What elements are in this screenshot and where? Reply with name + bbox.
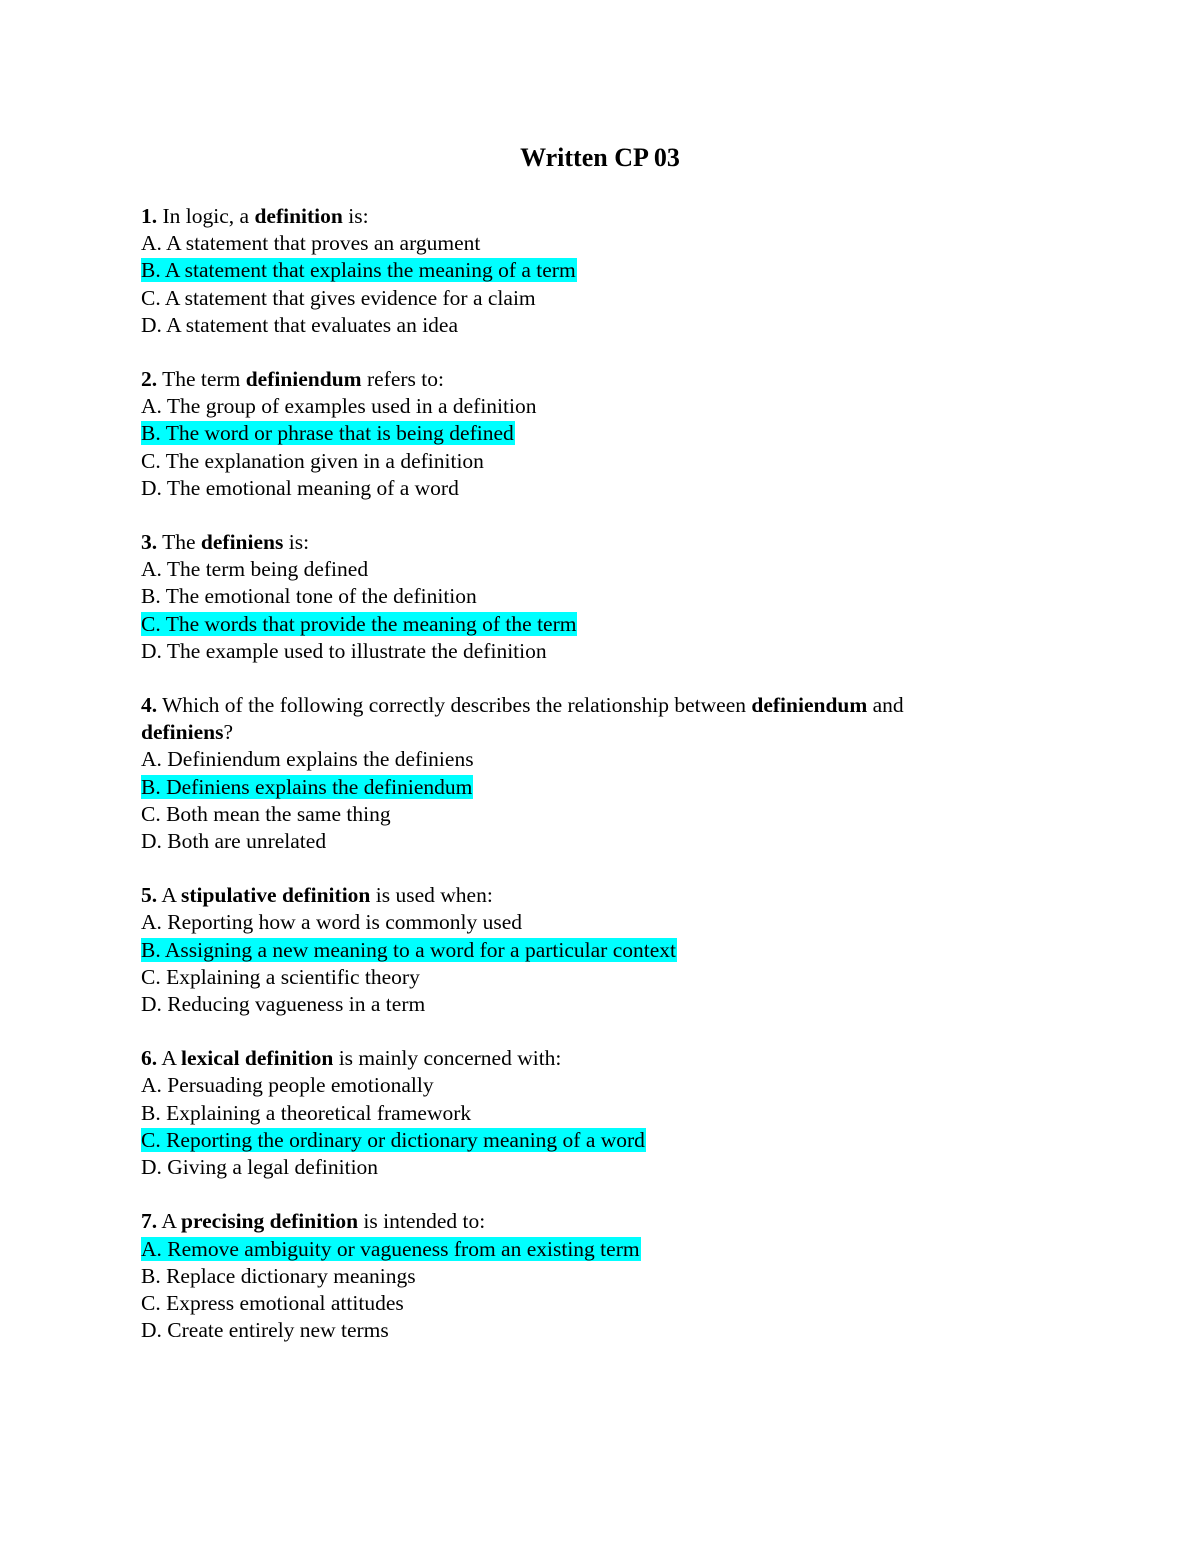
answer-option (141, 448, 1021, 475)
answer-option-text: A. Definiendum explains the definiens (141, 747, 474, 772)
key-term: definiens (200, 530, 284, 555)
key-term: definiens (141, 720, 224, 745)
stem-text: refers to: (361, 367, 444, 392)
question-number: 3. (141, 530, 158, 555)
answer-option-text: B. Assigning a new meaning to a word for a particular context (141, 937, 676, 962)
answer-option-text: C. The words that provide the meaning of the term (141, 611, 577, 636)
stem-text: In logic, a (157, 204, 255, 228)
answer-option-text: C. Reporting the ordinary or dictionary meaning of a word (141, 1127, 645, 1152)
answer-option (141, 964, 1021, 991)
question-stem (141, 203, 1001, 230)
answer-option-text: D. Giving a legal definition (141, 1155, 379, 1180)
answer-option-correct (141, 420, 1021, 447)
answer-option-text: B. Replace dictionary meanings (141, 1263, 416, 1288)
answer-option-text: B. The emotional tone of the definition (141, 584, 477, 609)
question-stem (141, 366, 1001, 393)
answer-option (141, 991, 1021, 1018)
answer-option (141, 475, 1021, 502)
answer-option-text: C. Express emotional attitudes (141, 1290, 404, 1315)
answer-option-correct (141, 937, 1021, 964)
answer-option-text: A. Persuading people emotionally (141, 1073, 434, 1098)
answer-option (141, 393, 1021, 420)
answer-option (141, 583, 1021, 610)
question-number: 7. (141, 1209, 158, 1234)
question-2 (141, 366, 1021, 502)
answer-option-text: A. A statement that proves an argument (141, 231, 481, 256)
answer-option-text: C. Explaining a scientific theory (141, 964, 420, 989)
answer-option-text: C. A statement that gives evidence for a claim (141, 285, 536, 310)
question-number: 2. (141, 367, 158, 392)
key-term: precising definition (181, 1209, 359, 1234)
answer-option-correct (141, 257, 1021, 284)
stem-text: is intended to: (358, 1209, 486, 1234)
answer-option-text: B. Definiens explains the definiendum (141, 774, 473, 799)
question-1 (141, 203, 1021, 339)
answer-option (141, 909, 1021, 936)
answer-option (141, 638, 1021, 665)
question-5 (141, 882, 1021, 1018)
answer-option-text: C. Both mean the same thing (141, 801, 391, 826)
answer-option (141, 1072, 1021, 1099)
answer-option-text: B. Explaining a theoretical framework (141, 1100, 472, 1125)
answer-option-text: D. Create entirely new terms (141, 1318, 389, 1343)
stem-text: is: (342, 204, 369, 228)
question-stem (141, 1045, 1001, 1072)
question-number: 6. (141, 1046, 158, 1071)
key-term: definiendum (751, 693, 868, 718)
answer-option (141, 746, 1021, 773)
document-title: Written CP 03 (520, 143, 680, 172)
question-6 (141, 1045, 1021, 1181)
stem-text: and (867, 693, 904, 718)
stem-text: The term (157, 367, 246, 392)
question-3 (141, 529, 1021, 665)
answer-option (141, 230, 1021, 257)
answer-option-text: D. The example used to illustrate the definition (141, 638, 547, 663)
key-term: stipulative definition (181, 883, 371, 908)
question-number: 4. (141, 693, 158, 718)
answer-option (141, 801, 1021, 828)
answer-option-text: D. A statement that evaluates an idea (141, 312, 459, 337)
question-4 (141, 692, 1021, 855)
answer-option-text: D. Both are unrelated (141, 829, 327, 854)
answer-option-correct (141, 774, 1021, 801)
answer-option-text: B. The word or phrase that is being defined (141, 421, 514, 446)
question-number: 5. (141, 883, 158, 908)
answer-option (141, 285, 1021, 312)
stem-text: A (157, 1209, 182, 1234)
key-term: definiendum (245, 367, 362, 392)
stem-text: A (157, 1046, 182, 1071)
stem-text: A (157, 883, 182, 908)
answer-option (141, 1317, 1021, 1344)
answer-option-text: D. The emotional meaning of a word (141, 475, 459, 500)
question-stem (141, 1208, 1001, 1235)
question-7 (141, 1208, 1021, 1344)
stem-text: is: (283, 530, 310, 555)
answer-option-text: C. The explanation given in a definition (141, 448, 484, 473)
answer-option (141, 1290, 1021, 1317)
key-term: lexical definition (181, 1046, 334, 1071)
answer-option (141, 828, 1021, 855)
answer-option-correct (141, 611, 1021, 638)
question-number: 1. (141, 204, 158, 228)
question-list (141, 203, 1021, 1371)
answer-option-text: D. Reducing vagueness in a term (141, 992, 426, 1017)
stem-text: Which of the following correctly describes the relationship between (157, 693, 752, 718)
answer-option-text: A. The group of examples used in a definition (141, 394, 537, 419)
question-stem (141, 882, 1001, 909)
answer-option (141, 556, 1021, 583)
answer-option-correct (141, 1127, 1021, 1154)
answer-option (141, 312, 1021, 339)
question-stem (141, 529, 1001, 556)
stem-text: is mainly concerned with: (333, 1046, 562, 1071)
answer-option-text: B. A statement that explains the meaning of a term (141, 258, 576, 283)
answer-option-text: A. Reporting how a word is commonly used (141, 910, 522, 935)
stem-text: ? (223, 720, 233, 745)
answer-option (141, 1263, 1021, 1290)
stem-text: is used when: (370, 883, 493, 908)
key-term: definition (254, 204, 343, 228)
question-stem (141, 692, 1001, 746)
answer-option-text: A. The term being defined (141, 557, 369, 582)
answer-option (141, 1154, 1021, 1181)
answer-option-text: A. Remove ambiguity or vagueness from an existing term (141, 1236, 640, 1261)
answer-option-correct (141, 1236, 1021, 1263)
answer-option (141, 1100, 1021, 1127)
stem-text: The (157, 530, 201, 555)
